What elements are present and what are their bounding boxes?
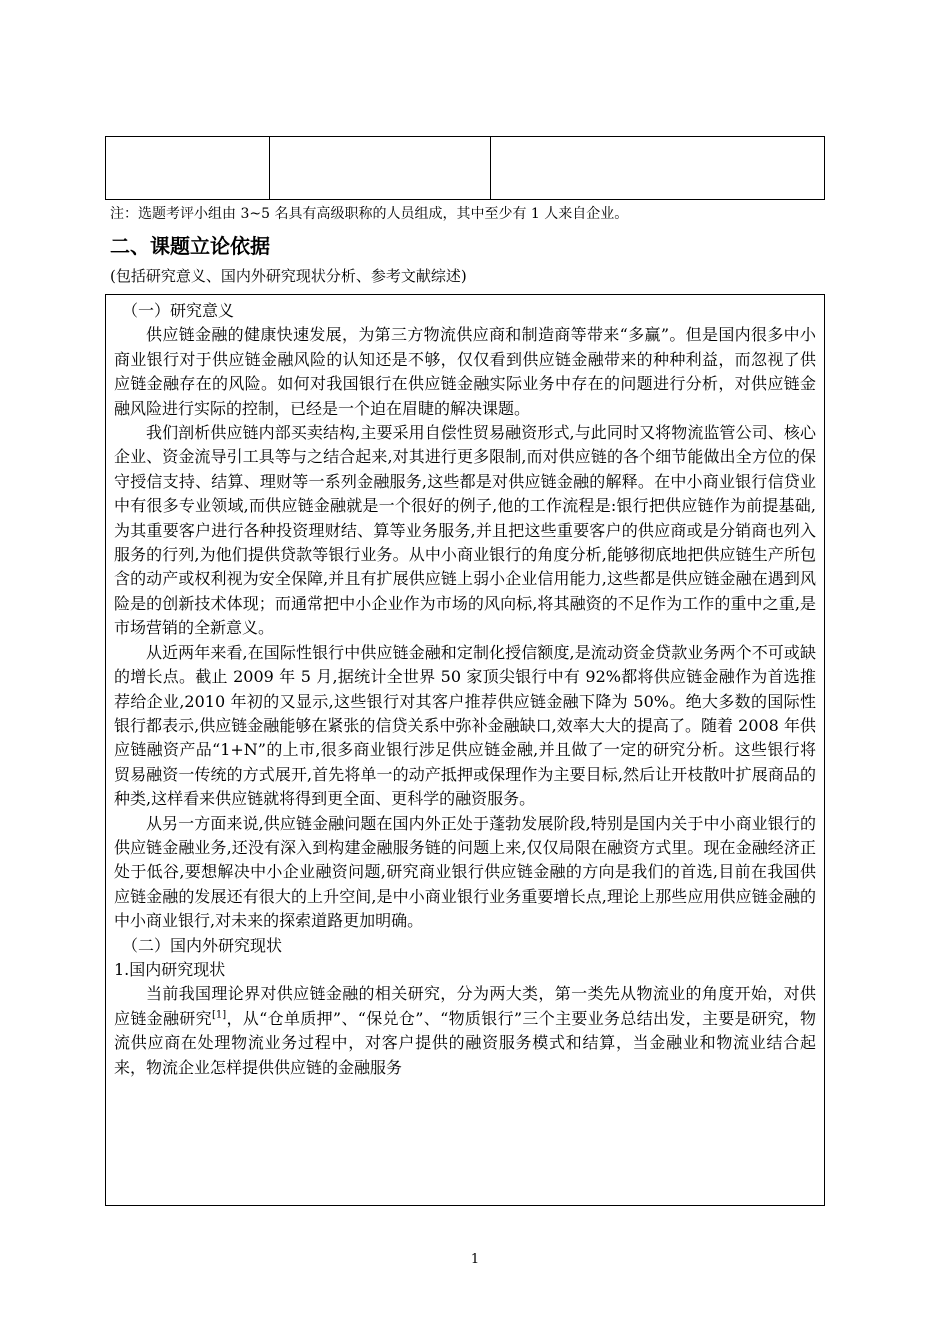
section-title: 二、课题立论依据 [110, 234, 270, 258]
heading-research-significance: （一）研究意义 [122, 301, 235, 320]
paragraph-1: 供应链金融的健康快速发展，为第三方物流供应商和制造商等带来“多赢”。但是国内很多中小商业银行对于供应链金融风险的认知还是不够，仅仅看到供应链金融带来的种种利益，而忽视了供应链金融存在的风险。如何对我国银行在供应链金融实际业务中存在的问题进行分析，对供应链金融风险进行实际的控制，已经是一个迫在眉睫的解决课题。 [114, 325, 816, 418]
heading-research-status: （二）国内外研究现状 [122, 935, 283, 955]
paragraph-3: 从近两年来看,在国际性银行中供应链金融和定制化授信额度,是流动资金贷款业务两个不可或缺的增长点。截止 2009 年 5 月,据统计全世界 50 家顶尖银行中有 92%都将供应链金融作为首选推荐给企业,2010 年初的又显示,这些银行对其客户推荐供应链金融下降为 50%。绝大多数的国际性银行都表示,供应链金融能够在紧张的信贷关系中弥补金融缺口,效率大大的提高了。随着 2008 年供应链融资产品“1+N”的上市,很多商业银行涉足供应链金融,并且做了一定的研究分析。这些银行将贸易融资一传统的方式展开,首先将单一的动产抵押或保理作为主要目标,然后让开枝散叶扩展商品的种类,这样看来供应链就将得到更全面、更科学的融资服务。 [114, 642, 816, 809]
table-cell-3 [491, 137, 824, 199]
citation-1[interactable]: [1] [211, 1009, 227, 1021]
paragraph-5-part-a: 当前我国理论界对供应链金融的相关研究，分为两大类，第一类先从物流业的角度开始，对供应链金融研究 [114, 984, 816, 1028]
page-number: 1 [470, 1252, 480, 1267]
paragraph-5-part-b: ，从“仓单质押”、“保兑仓”、“物质银行”三个主要业务总结出发，主要是研究，物流供应商在处理物流业务过程中，对客户提供的融资服务模式和结算，当金融业和物流业结合起来，物流企业怎样提供供应链的金融服务 [114, 1008, 816, 1077]
paragraph-5 [114, 982, 816, 1080]
table-cell-2 [270, 137, 491, 199]
committee-note: 注：选题考评小组由 3~5 名具有高级职称的人员组成，其中至少有 1 人来自企业。 [110, 206, 629, 222]
section-subtitle: (包括研究意义、国内外研究现状分析、参考文献综述) [110, 267, 467, 285]
table-cell-1 [106, 137, 270, 199]
approval-table-bottom-row [105, 136, 825, 200]
paragraph-4: 从另一方面来说,供应链金融问题在国内外正处于蓬勃发展阶段,特别是国内关于中小商业银行的供应链金融业务,还没有深入到构建金融服务链的问题上来,仅仅局限在融资方式里。现在金融经济正处于低谷,要想解决中小企业融资问题,研究商业银行供应链金融的方向是我们的首选,目前在我国供应链金融的发展还有很大的上升空间,是中小商业银行业务重要增长点,理论上那些应用供应链金融的中小商业银行,对未来的探索道路更加明确。 [114, 813, 816, 931]
heading-domestic-research: 1.国内研究现状 [114, 959, 226, 979]
content-box [105, 294, 825, 1206]
paragraph-2: 我们剖析供应链内部买卖结构,主要采用自偿性贸易融资形式,与此同时又将物流监管公司、核心企业、资金流导引工具等与之结合起来,对其进行更多限制,而对供应链的各个细节能做出全方位的保守授信支持、结算、理财等一系列金融服务,这些都是对供应链金融的解释。在中小商业银行信贷业中有很多专业领域,而供应链金融就是一个很好的例子,他的工作流程是:银行把供应链作为前提基础,为其重要客户进行各种投资理财结、算等业务服务,并且把这些重要客户的供应商或是分销商也列入服务的行列,为他们提供贷款等银行业务。从中小商业银行的角度分析,能够彻底地把供应链生产所包含的动产或权利视为安全保障,并且有扩展供应链上弱小企业信用能力,这些都是供应链金融在遇到风险是的创新技术体现；而通常把中小企业作为市场的风向标,将其融资的不足作为工作的重中之重,是市场营销的全新意义。 [114, 423, 816, 638]
